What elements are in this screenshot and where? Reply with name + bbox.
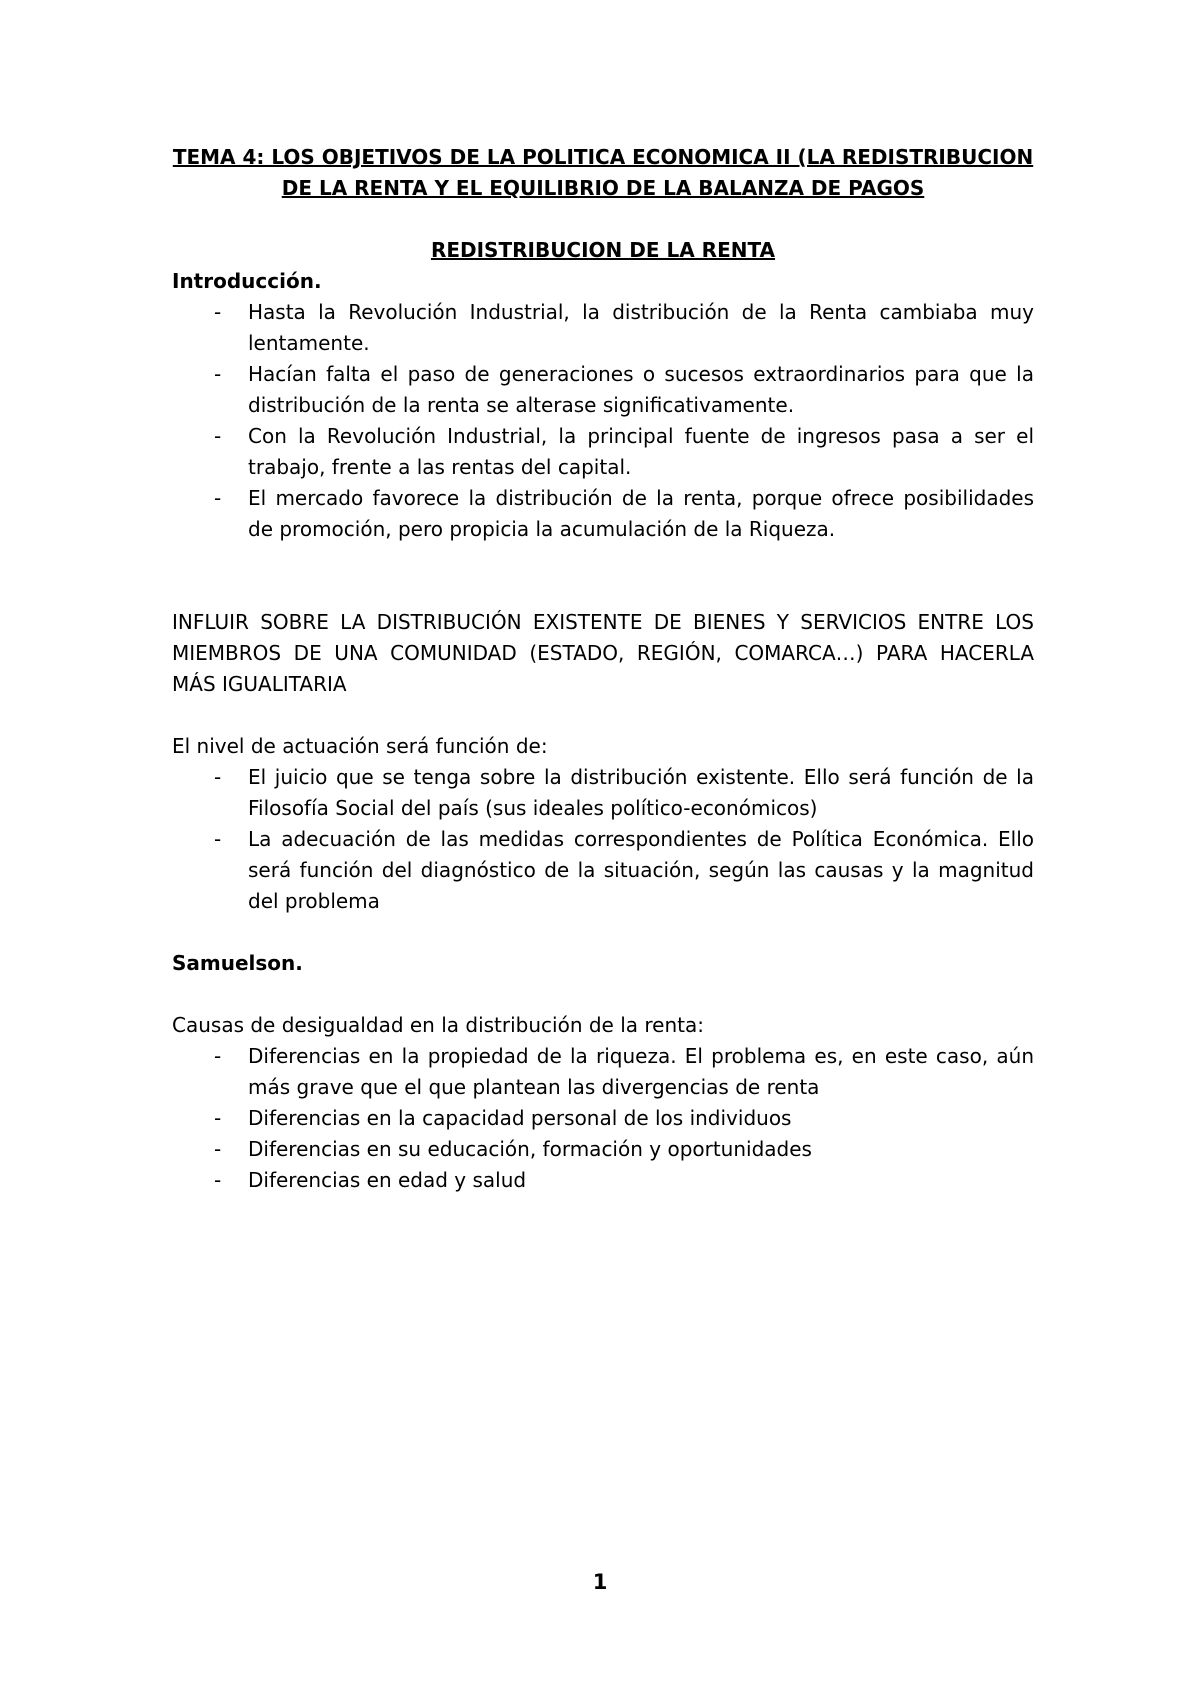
level-intro: El nivel de actuación será función de: (172, 734, 548, 758)
list-item: - La adecuación de las medidas correspondientes de Política Económica. Ello será función del diagnóstico de la situación, según las causas y la magnitud del problema (172, 824, 1034, 917)
list-item: - El juicio que se tenga sobre la distribución existente. Ello será función de la Filosofía Social del país (sus ideales político-económicos) (172, 762, 1034, 824)
samuelson-heading: Samuelson. (172, 951, 303, 975)
list-item: - Diferencias en edad y salud (172, 1165, 1034, 1196)
list-item: - Hasta la Revolución Industrial, la distribución de la Renta cambiaba muy lentamente. (172, 297, 1034, 359)
level-list (172, 762, 1034, 824)
list-item: - Diferencias en la capacidad personal de los individuos (172, 1103, 1034, 1134)
causes-list (172, 1041, 1034, 1196)
causes-intro: Causas de desigualdad en la distribución de la renta: (172, 1013, 704, 1037)
document-title: TEMA 4: LOS OBJETIVOS DE LA POLITICA ECONOMICA II (LA REDISTRIBUCION DE LA RENTA Y EL EQUILIBRIO DE LA BALANZA DE PAGOS (172, 145, 1034, 200)
intro-list (172, 297, 1034, 545)
section-title: REDISTRIBUCION DE LA RENTA (430, 238, 776, 262)
definition-paragraph: INFLUIR SOBRE LA DISTRIBUCIÓN EXISTENTE DE BIENES Y SERVICIOS ENTRE LOS MIEMBROS DE UNA COMUNIDAD (ESTADO, REGIÓN, COMARCA…) PARA HACERLA MÁS IGUALITARIA (172, 610, 1034, 696)
list-item: - Hacían falta el paso de generaciones o sucesos extraordinarios para que la distribución de la renta se alterase significativamente. (172, 359, 1034, 421)
list-item: - Diferencias en la propiedad de la riqueza. El problema es, en este caso, aún más grave que el que plantean las divergencias de renta (172, 1041, 1034, 1103)
page-number: 1 (592, 1570, 608, 1594)
list-item: - Diferencias en su educación, formación y oportunidades (172, 1134, 1034, 1165)
level-list-second (172, 824, 1034, 917)
list-item: - Con la Revolución Industrial, la principal fuente de ingresos pasa a ser el trabajo, frente a las rentas del capital. (172, 421, 1034, 483)
list-item: - El mercado favorece la distribución de la renta, porque ofrece posibilidades de promoción, pero propicia la acumulación de la Riqueza. (172, 483, 1034, 545)
intro-heading: Introducción. (172, 269, 322, 293)
document-page (172, 142, 1034, 1196)
